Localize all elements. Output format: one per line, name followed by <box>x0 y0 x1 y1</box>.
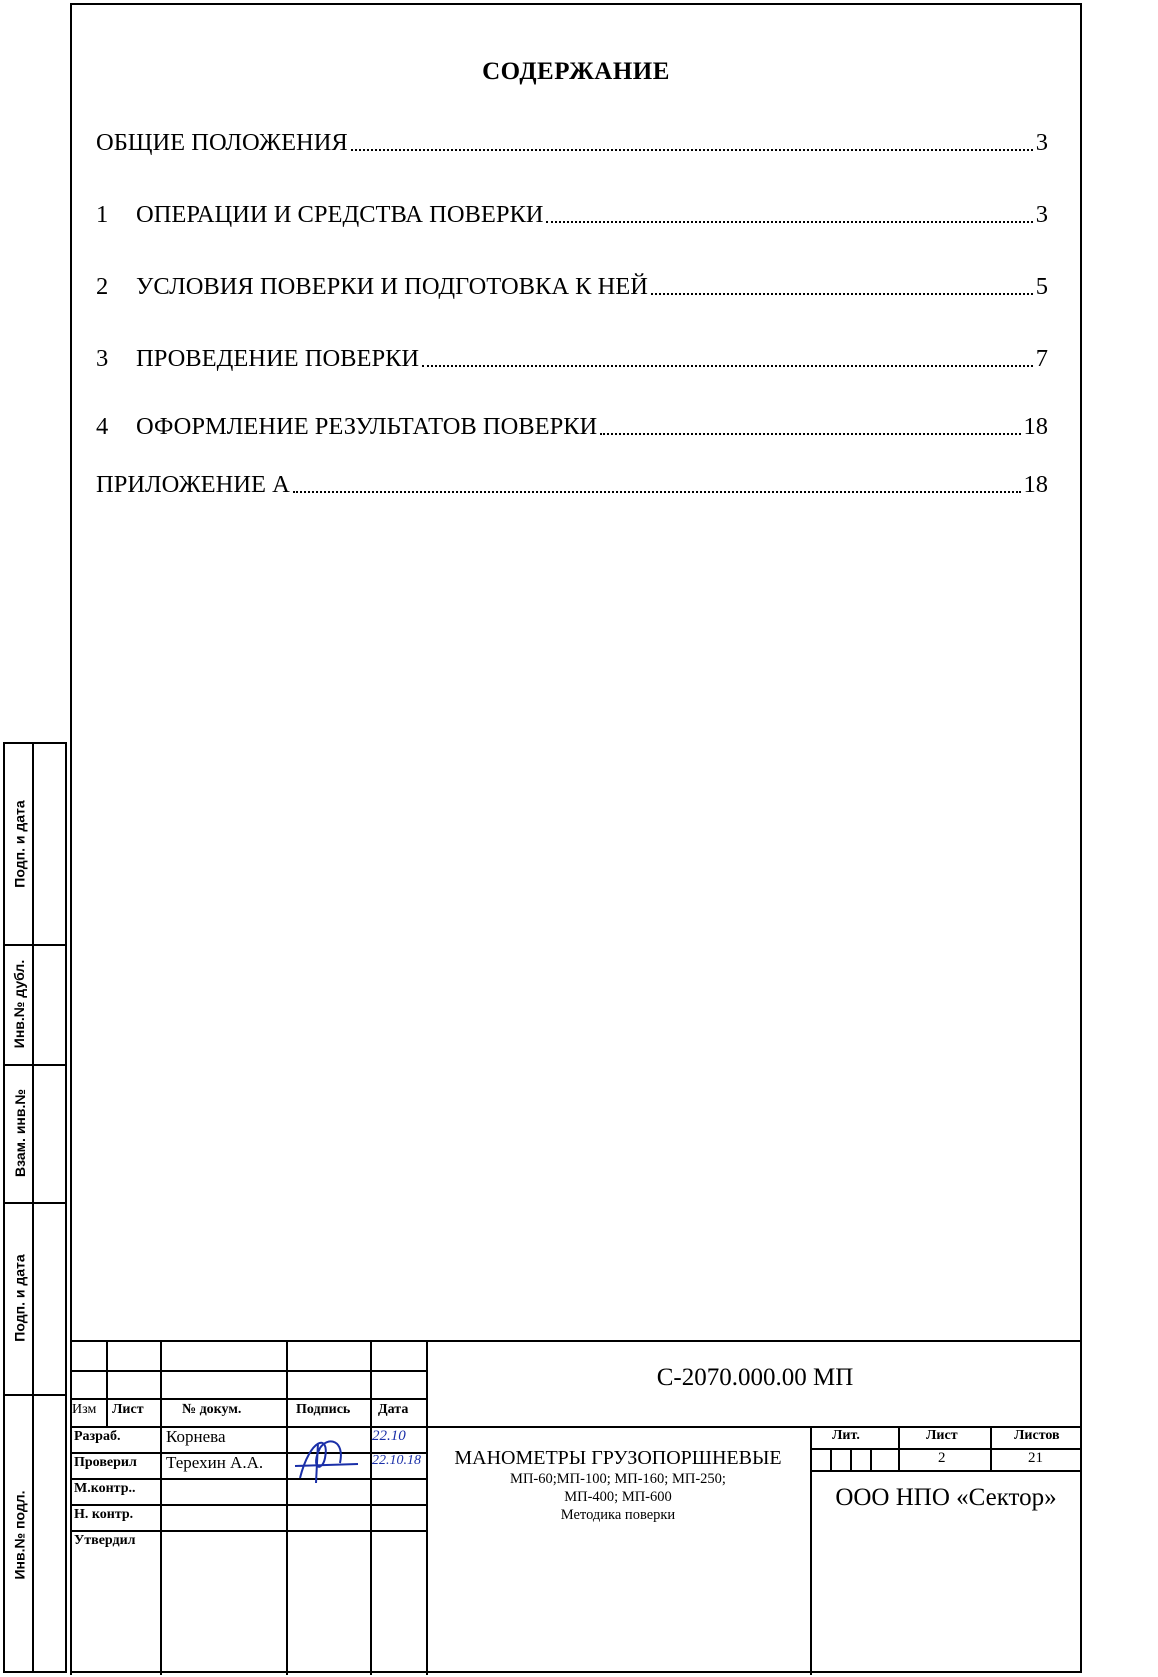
product-title: МАНОМЕТРЫ ГРУЗОПОРШНЕВЫЕ <box>454 1447 782 1469</box>
product-description <box>428 1446 808 1524</box>
toc-title: СОДЕРЖАНИЕ <box>482 58 670 85</box>
date-checker: 22.10.18 <box>372 1453 421 1468</box>
side-label-sign-date: Подп. и дата <box>11 800 28 888</box>
toc-entry[interactable] <box>96 466 1048 500</box>
grid-line <box>898 1426 900 1470</box>
grid-line <box>70 1504 426 1506</box>
date-developer: 22.10 <box>372 1428 406 1444</box>
toc-entry-page: 18 <box>1023 471 1048 498</box>
grid-line <box>990 1426 992 1470</box>
grid-line <box>70 1426 72 1675</box>
title-block <box>70 1340 1082 1673</box>
toc-leader-dots <box>351 147 1033 151</box>
toc-entry-title: ОПЕРАЦИИ И СРЕДСТВА ПОВЕРКИ <box>136 201 544 228</box>
document-code: С-2070.000.00 МП <box>656 1364 854 1391</box>
grid-line <box>70 1478 426 1480</box>
role-m-control: М.контр.. <box>74 1481 136 1496</box>
grid-line <box>160 1342 162 1426</box>
toc-entry[interactable] <box>96 124 1048 158</box>
toc-entry-title: ПРОВЕДЕНИЕ ПОВЕРКИ <box>136 345 420 372</box>
toc-entry-page: 18 <box>1023 413 1048 440</box>
side-label-inv-podl: Инв.№ подл. <box>11 1489 28 1580</box>
toc-leader-dots <box>546 219 1032 223</box>
grid-line <box>106 1342 108 1426</box>
toc-entry-title: УСЛОВИЯ ПОВЕРКИ И ПОДГОТОВКА К НЕЙ <box>136 273 648 300</box>
toc-entry-page: 7 <box>1035 345 1048 372</box>
grid-line <box>870 1448 872 1470</box>
header-signature: Подпись <box>296 1402 351 1417</box>
grid-line <box>70 1530 426 1532</box>
sheets-total: 21 <box>1028 1450 1043 1466</box>
toc-entry-title: ОФОРМЛЕНИЕ РЕЗУЛЬТАТОВ ПОВЕРКИ <box>136 413 598 440</box>
toc-entry-page: 3 <box>1035 201 1048 228</box>
role-checked: Проверил <box>74 1455 137 1470</box>
side-label-vzam-inv: Взам. инв.№ <box>11 1089 28 1177</box>
grid-line <box>70 1370 426 1372</box>
toc-leader-dots <box>422 363 1033 367</box>
toc-entry[interactable] <box>96 408 1048 442</box>
grid-line <box>370 1342 372 1675</box>
name-developer: Корнева <box>166 1427 226 1446</box>
toc-entry-page: 5 <box>1035 273 1048 300</box>
header-list: Лист <box>112 1402 144 1417</box>
sheets-label: Листов <box>1014 1428 1060 1443</box>
toc-entry[interactable] <box>96 268 1048 302</box>
toc-entry-title: ПРИЛОЖЕНИЕ А <box>96 471 290 498</box>
product-models-line2: МП-400; МП-600 <box>564 1489 672 1505</box>
toc-leader-dots <box>600 431 1020 435</box>
header-izm: Изм <box>72 1402 97 1417</box>
role-approved: Утвердил <box>74 1533 136 1548</box>
grid-line <box>70 1398 426 1400</box>
toc-entry-number: 2 <box>96 273 109 300</box>
toc-entry-number: 4 <box>96 413 109 440</box>
lit-label: Лит. <box>832 1428 860 1443</box>
toc-entry-number: 1 <box>96 201 109 228</box>
sheet-label: Лист <box>926 1428 958 1443</box>
organization-name: ООО НПО «Сектор» <box>835 1484 1057 1511</box>
grid-line <box>286 1342 288 1675</box>
grid-line <box>810 1426 812 1675</box>
grid-line <box>830 1448 832 1470</box>
side-stamp <box>3 742 67 1673</box>
grid-line <box>850 1448 852 1470</box>
signature-image <box>290 1428 360 1488</box>
toc-leader-dots <box>293 489 1021 493</box>
side-label-inv-dubl: Инв.№ дубл. <box>11 959 28 1049</box>
grid-line <box>160 1426 162 1675</box>
grid-line <box>810 1470 1082 1472</box>
role-developed: Разраб. <box>74 1429 121 1444</box>
toc-entry-number: 3 <box>96 345 109 372</box>
toc-entry-title: ОБЩИЕ ПОЛОЖЕНИЯ <box>96 129 348 156</box>
header-date: Дата <box>378 1402 409 1417</box>
toc-entry[interactable] <box>96 340 1048 374</box>
toc-entry[interactable] <box>96 196 1048 230</box>
toc-entry-page: 3 <box>1035 129 1048 156</box>
product-models-line1: МП-60;МП-100; МП-160; МП-250; <box>510 1471 726 1487</box>
header-doc-no: № докум. <box>182 1402 242 1417</box>
name-checker: Терехин А.А. <box>166 1453 264 1472</box>
side-label-sign-date: Подп. и дата <box>11 1254 28 1342</box>
product-document-type: Методика поверки <box>560 1507 676 1523</box>
sheet-number: 2 <box>938 1450 946 1466</box>
role-n-control: Н. контр. <box>74 1507 134 1522</box>
toc-leader-dots <box>651 291 1033 295</box>
